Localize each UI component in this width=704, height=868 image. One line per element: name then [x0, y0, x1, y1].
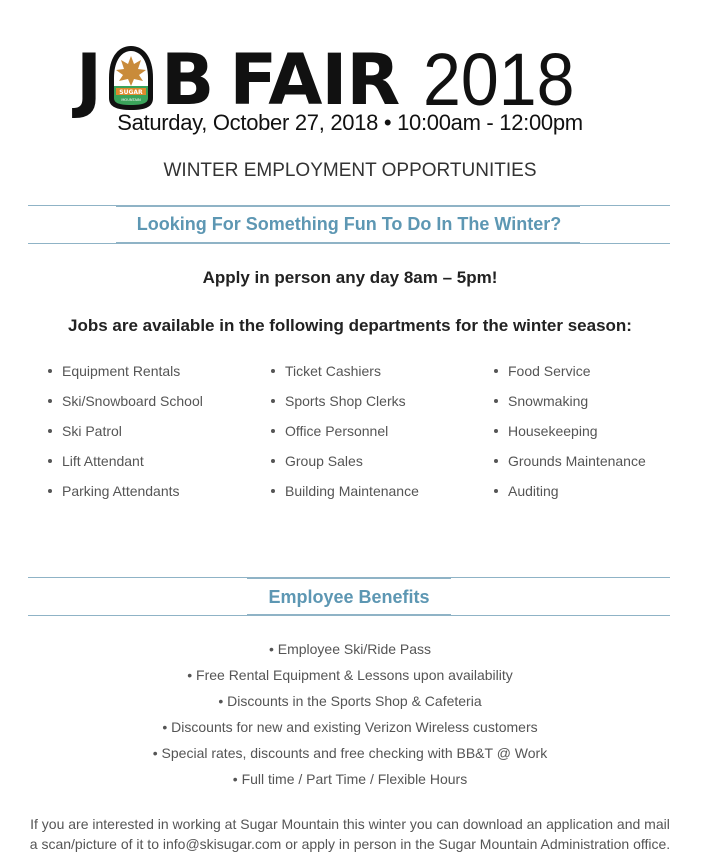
- list-item: Parking Attendants: [48, 476, 203, 506]
- application-info-line-1: If you are interested in working at Sugar Mountain this winter you can download an application and mail: [30, 816, 670, 832]
- list-item: Building Maintenance: [271, 476, 419, 506]
- list-item: Auditing: [494, 476, 646, 506]
- title-letter-b: B: [161, 39, 214, 121]
- departments-column-2: [271, 356, 419, 506]
- application-info: [26, 814, 674, 854]
- list-item: • Employee Ski/Ride Pass: [268, 641, 432, 657]
- fun-banner-label: Looking For Something Fun To Do In The Winter?: [136, 214, 562, 234]
- banner-accent-top: [247, 577, 451, 579]
- list-item: Grounds Maintenance: [494, 446, 646, 476]
- benefits-list: [0, 636, 700, 792]
- list-item: Food Service: [494, 356, 646, 386]
- svg-text:MOUNTAIN: MOUNTAIN: [121, 98, 141, 102]
- job-fair-header: [0, 36, 704, 136]
- list-item: • Full time / Part Time / Flexible Hours: [232, 771, 468, 787]
- list-item: • Free Rental Equipment & Lessons upon availability: [187, 667, 513, 683]
- list-item: Ski/Snowboard School: [48, 386, 203, 416]
- list-item: • Special rates, discounts and free checking with BB&T @ Work: [152, 745, 548, 761]
- list-item: • Discounts for new and existing Verizon Wireless customers: [162, 719, 538, 735]
- job-fair-title: [76, 38, 588, 121]
- list-item: Housekeeping: [494, 416, 646, 446]
- list-item: Office Personnel: [271, 416, 419, 446]
- list-item: Ticket Cashiers: [271, 356, 419, 386]
- list-item: • Discounts in the Sports Shop & Cafeteria: [218, 693, 482, 709]
- application-info-line-2: a scan/picture of it to info@skisugar.com or apply in person in the Sugar Mountain Administration office.: [29, 836, 671, 852]
- departments-column-3: [494, 356, 646, 506]
- banner-accent-top: [116, 205, 580, 207]
- list-item: Equipment Rentals: [48, 356, 203, 386]
- benefits-banner-label: Employee Benefits: [268, 587, 430, 607]
- list-item: Ski Patrol: [48, 416, 203, 446]
- title-year: 2018: [423, 38, 575, 121]
- event-date-time: Saturday, October 27, 2018 • 10:00am - 12:00pm: [117, 110, 583, 135]
- benefits-banner: [28, 577, 670, 617]
- jobs-intro-line: Jobs are available in the following departments for the winter season:: [68, 316, 632, 335]
- list-item: Group Sales: [271, 446, 419, 476]
- list-item: Snowmaking: [494, 386, 646, 416]
- sugar-mountain-logo-icon: [103, 42, 159, 114]
- list-item: Sports Shop Clerks: [271, 386, 419, 416]
- departments-column-1: [48, 356, 203, 506]
- fun-banner: [28, 205, 670, 245]
- banner-rule-bottom: [28, 615, 670, 616]
- banner-rule-bottom: [28, 243, 670, 244]
- list-item: Lift Attendant: [48, 446, 203, 476]
- section-heading: WINTER EMPLOYMENT OPPORTUNITIES: [163, 160, 537, 181]
- title-letter-j: J: [76, 39, 102, 121]
- apply-in-person-line: Apply in person any day 8am – 5pm!: [202, 268, 498, 287]
- svg-text:SUGAR: SUGAR: [119, 89, 143, 96]
- title-word-fair: FAIR: [229, 39, 400, 121]
